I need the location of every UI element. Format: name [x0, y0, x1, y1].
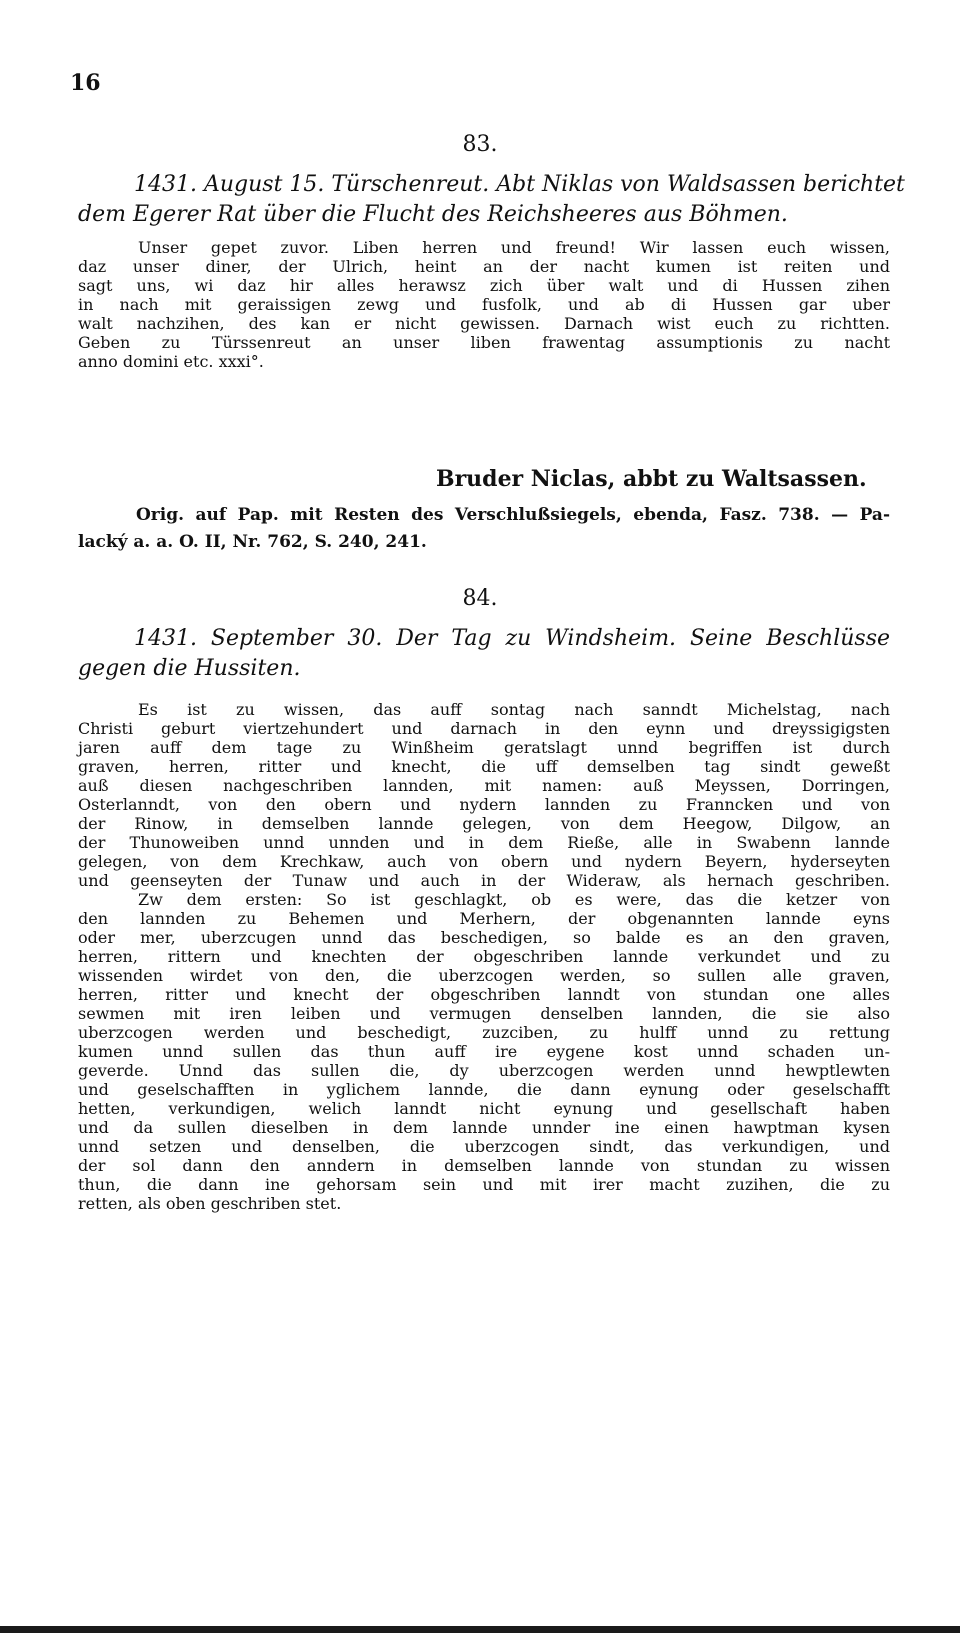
text-line: herren, rittern und knechten der obgeschriben lannde verkundet und zu	[78, 947, 890, 966]
text-line: und da sullen dieselben in dem lannde unnder ine einen hawptman kysen	[78, 1118, 890, 1137]
text-line: auß diesen nachgeschriben lannden, mit namen: auß Meyssen, Dorringen,	[78, 776, 890, 795]
regest-line: gegen die Hussiten.	[78, 656, 301, 681]
source-line: Orig. auf Pap. mit Resten des Verschlußsiegels, ebenda, Fasz. 738. — Pa-	[136, 505, 890, 525]
text-line: den lannden zu Behemen und Merhern, der obgenannten lannde eyns	[78, 909, 890, 928]
text-line: hetten, verkundigen, welich lanndt nicht eynung und gesellschaft haben	[78, 1099, 890, 1118]
text-line: Unser gepet zuvor. Liben herren und freund! Wir lassen euch wissen,	[138, 238, 890, 257]
regest-line: dem Egerer Rat über die Flucht des Reichsheeres aus Böhmen.	[78, 202, 788, 227]
text-line: Geben zu Türssenreut an unser liben frawentag assumptionis zu nacht	[78, 333, 890, 352]
text-line: herren, ritter und knecht der obgeschriben lanndt von stundan one alles	[78, 985, 890, 1004]
text-line: der Rinow, in demselben lannde gelegen, von dem Heegow, Dilgow, an	[78, 814, 890, 833]
text-line: jaren auff dem tage zu Winßheim geratslagt unnd begriffen ist durch	[78, 738, 890, 757]
scan-edge	[0, 1626, 960, 1633]
text-line: wissenden wirdet von den, die uberzcogen werden, so sullen alle graven,	[78, 966, 890, 985]
regest-83	[78, 170, 905, 230]
text-line: walt nachzihen, des kan er nicht gewissen. Darnach wist euch zu richtten.	[78, 314, 890, 333]
text-line: gelegen, von dem Krechkaw, auch von obern und nydern Beyern, hyderseyten	[78, 852, 890, 871]
signature: Bruder Niclas, abbt zu Waltsassen.	[436, 466, 867, 492]
text-line: kumen unnd sullen das thun auff ire eygene kost unnd schaden un-	[78, 1042, 890, 1061]
text-line: und geenseyten der Tunaw und auch in der Wideraw, als hernach geschriben.	[78, 871, 890, 890]
text-line: Zw dem ersten: So ist geschlagkt, ob es were, das die ketzer von	[138, 890, 890, 909]
text-line: und geselschafften in yglichem lannde, die dann eynung oder geselschafft	[78, 1080, 890, 1099]
source-line: lacký a. a. O. II, Nr. 762, S. 240, 241.	[78, 532, 427, 552]
text-line: graven, herren, ritter und knecht, die uff demselben tag sindt geweßt	[78, 757, 890, 776]
document-number-83: 83.	[462, 132, 498, 157]
page-number: 16	[70, 70, 101, 96]
text-line: Christi geburt viertzehundert und darnach in den eynn und dreyssigigsten	[78, 719, 890, 738]
text-83	[78, 238, 890, 371]
text-line: sewmen mit iren leiben und vermugen denselben lannden, die sie also	[78, 1004, 890, 1023]
source-note	[78, 502, 890, 556]
text-line: unnd setzen und denselben, die uberzcogen sindt, das verkundigen, und	[78, 1137, 890, 1156]
text-line: daz unser diner, der Ulrich, heint an der nacht kumen ist reiten und	[78, 257, 890, 276]
regest-84	[78, 624, 890, 684]
text-line: anno domini etc. xxxi°.	[78, 352, 264, 371]
regest-line: 1431. August 15. Türschenreut. Abt Niklas von Waldsassen berichtet	[134, 172, 905, 197]
text-line: Es ist zu wissen, das auff sontag nach sanndt Michelstag, nach	[138, 700, 890, 719]
text-line: der Thunoweiben unnd unnden und in dem Rieße, alle in Swabenn lannde	[78, 833, 890, 852]
text-84	[78, 700, 890, 1213]
text-line: thun, die dann ine gehorsam sein und mit irer macht zuzihen, die zu	[78, 1175, 890, 1194]
text-line: oder mer, uberzcugen unnd das beschedigen, so balde es an den graven,	[78, 928, 890, 947]
text-line: der sol dann den anndern in demselben lannde von stundan zu wissen	[78, 1156, 890, 1175]
regest-line: 1431. September 30. Der Tag zu Windsheim. Seine Beschlüsse	[134, 626, 890, 651]
document-number-84: 84.	[462, 586, 498, 611]
text-line: Osterlanndt, von den obern und nydern lannden zu Franncken und von	[78, 795, 890, 814]
text-line: sagt uns, wi daz hir alles herawsz zich über walt und di Hussen zihen	[78, 276, 890, 295]
text-line: geverde. Unnd das sullen die, dy uberzcogen werden unnd hewptlewten	[78, 1061, 890, 1080]
text-line: retten, als oben geschriben stet.	[78, 1194, 342, 1213]
text-line: uberzcogen werden und beschedigt, zuzciben, zu hulff unnd zu rettung	[78, 1023, 890, 1042]
text-line: in nach mit geraissigen zewg und fusfolk, und ab di Hussen gar uber	[78, 295, 890, 314]
